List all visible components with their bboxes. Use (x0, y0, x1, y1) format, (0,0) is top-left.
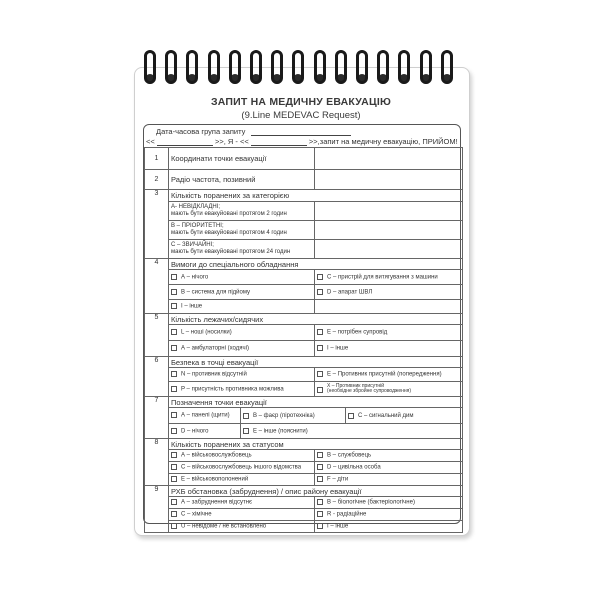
security-option-p[interactable]: P – присутність противника можлива (169, 382, 315, 397)
binding-ring (335, 50, 347, 84)
checkbox[interactable] (171, 274, 177, 280)
status-option-b[interactable]: В – службовець (315, 450, 463, 462)
line-9-label: РХБ обстановка (забруднення) / опис району евакуації (169, 486, 463, 497)
line-3-label: Кількість поранених за категорією (169, 190, 463, 202)
patient-option-l[interactable]: L – ноші (носилки) (169, 325, 315, 341)
marking-option-d[interactable]: D – нічого (169, 424, 241, 439)
header-end-text: >>,запит на медичну евакуацію, ПРИЙОМ! (308, 137, 458, 146)
marking-option-c[interactable]: С – сигнальний дим (346, 413, 413, 419)
line-6-label: Безпека в точці евакуації (169, 357, 463, 368)
line-1-input[interactable] (315, 148, 463, 170)
patient-option-e[interactable]: Е – потрібен супровід (315, 325, 463, 341)
line-2-label: Радіо частота, позивний (169, 170, 315, 190)
patient-option-a[interactable]: А – амбулаторні (ходячі) (169, 341, 315, 357)
checkbox[interactable] (171, 289, 177, 295)
binding-ring (292, 50, 304, 84)
binding-ring (250, 50, 262, 84)
security-option-x[interactable]: Х – Противник присутній (необхідне збройне супроводження) (315, 382, 463, 397)
dtg-label: Дата-часова група запиту (156, 127, 246, 136)
binding-ring (186, 50, 198, 84)
form-title: ЗАПИТ НА МЕДИЧНУ ЕВАКУАЦІЮ (211, 96, 391, 108)
checkbox[interactable] (171, 329, 177, 335)
checkbox[interactable] (171, 476, 177, 482)
category-b: В – ПРІОРИТЕТНІ; мають бути евакуйовані протягом 4 годин (169, 221, 315, 240)
category-a-input[interactable] (315, 202, 463, 221)
binding-ring (356, 50, 368, 84)
medevac-table (144, 147, 463, 533)
form-subtitle: (9.Line MEDEVAC Request) (241, 110, 361, 121)
header-mid-text: >>, Я - << (214, 137, 249, 146)
cbrn-option-u[interactable]: U – невідоме / не встановлено (169, 521, 315, 533)
checkbox[interactable] (171, 303, 177, 309)
checkbox[interactable] (243, 428, 249, 434)
line-5-row: 5 Кількість лежачих/сидячих (145, 314, 463, 325)
patient-option-i[interactable]: I – інше (315, 341, 463, 357)
marking-option-a[interactable]: А – панелі (щити) (169, 408, 241, 424)
equip-option-c[interactable]: С – пристрій для витягування з машини (315, 270, 463, 285)
checkbox[interactable] (171, 499, 177, 505)
callsign-to-line[interactable] (157, 138, 213, 146)
line-5-label: Кількість лежачих/сидячих (169, 314, 463, 325)
category-a: А- НЕВІДКЛАДНІ; мають бути евакуйовані протягом 2 годин (169, 202, 315, 221)
line-4-row: 4 Вимоги до спеціального обладнання (145, 259, 463, 270)
category-c: С – ЗВИЧАЙНІ; мають бути евакуйовані протягом 24 годин (169, 240, 315, 259)
checkbox[interactable] (317, 523, 323, 529)
checkbox[interactable] (348, 413, 354, 419)
line-2-input[interactable] (315, 170, 463, 190)
cbrn-option-r[interactable]: R - радіаційне (315, 509, 463, 521)
line-1-row: 1 Координати точки евакуації (145, 148, 463, 170)
checkbox[interactable] (171, 371, 177, 377)
checkbox[interactable] (171, 511, 177, 517)
status-option-d[interactable]: D – цивільна особа (315, 462, 463, 474)
checkbox[interactable] (317, 289, 323, 295)
checkbox[interactable] (171, 452, 177, 458)
binding-ring (229, 50, 241, 84)
binding-ring (420, 50, 432, 84)
binding-ring (165, 50, 177, 84)
line-1-label: Координати точки евакуації (169, 148, 315, 170)
line-9-row: 9 РХБ обстановка (забруднення) / опис району евакуації (145, 486, 463, 497)
binding-ring (314, 50, 326, 84)
line-6-row: 6 Безпека в точці евакуації (145, 357, 463, 368)
security-option-n[interactable]: N – противник відсутній (169, 368, 315, 382)
header-open-bracket: << (146, 137, 155, 146)
checkbox[interactable] (171, 412, 177, 418)
checkbox[interactable] (317, 452, 323, 458)
line-8-label: Кількість поранених за статусом (169, 439, 463, 450)
checkbox[interactable] (317, 464, 323, 470)
checkbox[interactable] (317, 476, 323, 482)
status-option-f[interactable]: F – діти (315, 474, 463, 486)
checkbox[interactable] (317, 345, 323, 351)
binding-ring (377, 50, 389, 84)
equip-option-b[interactable]: В – система для підйому (169, 285, 315, 300)
security-option-e[interactable]: Е – Противник присутній (попередження) (315, 368, 463, 382)
binding-ring (208, 50, 220, 84)
line-2-row: 2 Радіо частота, позивний (145, 170, 463, 190)
callsign-from-line[interactable] (251, 138, 307, 146)
checkbox[interactable] (317, 499, 323, 505)
line-8-row: 8 Кількість поранених за статусом (145, 439, 463, 450)
status-option-e[interactable]: Е – військовополонений (169, 474, 315, 486)
equip-option-i[interactable]: I – інше (169, 300, 315, 314)
binding-ring (398, 50, 410, 84)
status-option-c[interactable]: С – військовослужбовець іншого відомства (169, 462, 315, 474)
checkbox[interactable] (171, 345, 177, 351)
category-c-input[interactable] (315, 240, 463, 259)
equip-option-d[interactable]: D – апарат ШВЛ (315, 285, 463, 300)
checkbox[interactable] (317, 387, 323, 393)
cbrn-option-c[interactable]: С – хімічне (169, 509, 315, 521)
cbrn-option-b[interactable]: В – біологічне (бактеріологічне) (315, 497, 463, 509)
cbrn-option-a[interactable]: А – забруднення відсутнє (169, 497, 315, 509)
checkbox[interactable] (171, 523, 177, 529)
cbrn-option-i[interactable]: I – інше (315, 521, 463, 533)
binding-ring (441, 50, 453, 84)
checkbox[interactable] (317, 511, 323, 517)
checkbox[interactable] (317, 274, 323, 280)
category-b-input[interactable] (315, 221, 463, 240)
marking-option-e[interactable]: Е – інше (пояснити) (241, 424, 463, 439)
checkbox[interactable] (317, 371, 323, 377)
medevac-form (143, 124, 461, 530)
dtg-input-line[interactable] (251, 128, 351, 136)
form-header (144, 125, 460, 148)
marking-option-b[interactable]: В – фаєр (піротехніка) (241, 408, 346, 423)
checkbox[interactable] (171, 386, 177, 392)
checkbox[interactable] (243, 413, 249, 419)
line-7-row: 7 Позначення точки евакуації (145, 397, 463, 408)
status-option-a[interactable]: А – військовослужбовець (169, 450, 315, 462)
binding-ring (271, 50, 283, 84)
checkbox[interactable] (317, 329, 323, 335)
line-7-label: Позначення точки евакуації (169, 397, 463, 408)
binding-ring (144, 50, 156, 84)
line-3-row: 3 Кількість поранених за категорією (145, 190, 463, 202)
line-4-label: Вимоги до спеціального обладнання (169, 259, 463, 270)
equip-option-a[interactable]: А – нічого (169, 270, 315, 285)
checkbox[interactable] (171, 428, 177, 434)
checkbox[interactable] (171, 464, 177, 470)
spiral-binding (138, 50, 468, 90)
